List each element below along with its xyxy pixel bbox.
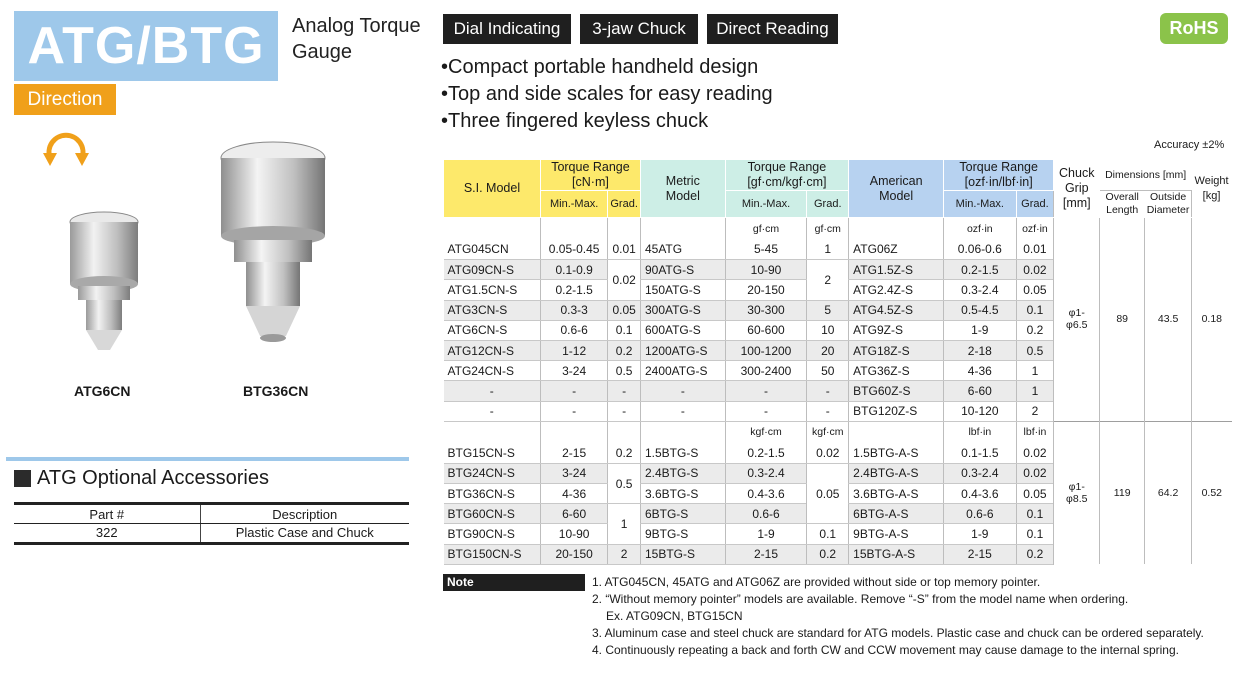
note-item: Ex. ATG09CN, BTG15CN	[606, 609, 743, 623]
metric-grad: 0.1	[807, 524, 849, 544]
notes-list	[592, 574, 1204, 659]
american-range: 6-60	[944, 381, 1016, 401]
si-grad: 0.2	[608, 340, 641, 360]
tag-direct-reading: Direct Reading	[707, 14, 838, 44]
american-grad: 0.02	[1016, 463, 1054, 483]
col-chuck-line3: [mm]	[1062, 196, 1091, 210]
metric-grad: -	[807, 381, 849, 401]
unit-label: lbf·in	[1016, 421, 1054, 443]
subtitle-line-1: Analog Torque	[292, 15, 421, 37]
si-model: ATG3CN-S	[444, 300, 541, 320]
metric-model: 1200ATG-S	[640, 340, 725, 360]
col-outside-line1: Outside	[1150, 191, 1187, 203]
col-si-torque-unit: [cN·m]	[572, 175, 609, 189]
metric-model: -	[640, 381, 725, 401]
si-grad: 0.5	[608, 361, 641, 381]
metric-model: 90ATG-S	[640, 260, 725, 280]
si-range: -	[540, 401, 607, 421]
col-metric-model-line2: Model	[665, 188, 700, 203]
unit-label: gf·cm	[807, 218, 849, 240]
american-range: 0.3-2.4	[944, 280, 1016, 300]
outside-diameter-cell: 43.5	[1145, 218, 1192, 422]
weight-cell: 0.52	[1192, 421, 1232, 564]
note-item: 1. ATG045CN, 45ATG and ATG06Z are provided without side or top memory pointer.	[592, 575, 1041, 589]
american-grad: 0.1	[1016, 300, 1054, 320]
col-overall-line2: Length	[1106, 204, 1139, 216]
col-si-torque-label: Torque Range	[551, 160, 630, 174]
metric-range: 30-300	[725, 300, 807, 320]
american-range: 2-18	[944, 340, 1016, 360]
metric-range: 5-45	[725, 240, 807, 260]
col-dimensions: Dimensions [mm]	[1100, 160, 1192, 191]
feature-item: • Top and side scales for easy reading	[441, 81, 773, 108]
spec-table	[443, 159, 1232, 565]
unit-label: ozf·in	[944, 218, 1016, 240]
metric-model: 150ATG-S	[640, 280, 725, 300]
american-range: 1-9	[944, 320, 1016, 340]
btg36cn-gauge-image	[216, 140, 330, 350]
american-range: 0.3-2.4	[944, 463, 1016, 483]
si-range: -	[540, 381, 607, 401]
american-grad: 0.02	[1016, 260, 1054, 280]
metric-range: 60-600	[725, 320, 807, 340]
metric-range: 1-9	[725, 524, 807, 544]
american-grad: 0.1	[1016, 524, 1054, 544]
overall-length-cell: 119	[1100, 421, 1145, 564]
col-metric-model-line1: Metric	[665, 173, 700, 188]
metric-range: 20-150	[725, 280, 807, 300]
note-item: 4. Continuously repeating a back and forth CW and CCW movement may cause damage to the internal spring.	[592, 643, 1179, 657]
accessory-part: 322	[14, 524, 200, 544]
metric-grad: 20	[807, 340, 849, 360]
si-model: BTG36CN-S	[444, 484, 541, 504]
si-grad: 0.05	[608, 300, 641, 320]
direction-label: Direction	[14, 84, 116, 115]
col-weight-line2: [kg]	[1202, 189, 1221, 202]
metric-grad: 10	[807, 320, 849, 340]
note-item: 3. Aluminum case and steel chuck are standard for ATG models. Plastic case and chuck can be ordered separately.	[592, 626, 1204, 640]
si-model: -	[444, 381, 541, 401]
metric-range: 2-15	[725, 544, 807, 564]
col-american-torque-unit: [ozf·in/lbf·in]	[964, 175, 1033, 189]
american-grad: 1	[1016, 381, 1054, 401]
tag-dial-indicating: Dial Indicating	[443, 14, 571, 44]
page-title: ATG/BTG	[27, 17, 265, 75]
si-range: 20-150	[540, 544, 607, 564]
si-grad: -	[608, 381, 641, 401]
american-range: 0.1-1.5	[944, 443, 1016, 463]
metric-model: 45ATG	[640, 240, 725, 260]
american-grad: 0.1	[1016, 504, 1054, 524]
col-weight	[1192, 160, 1232, 218]
si-grad: 2	[608, 544, 641, 564]
american-grad: 0.2	[1016, 320, 1054, 340]
subtitle-line-2: Gauge	[292, 41, 353, 63]
metric-model: 600ATG-S	[640, 320, 725, 340]
unit-label: gf·cm	[725, 218, 807, 240]
weight-cell: 0.18	[1192, 218, 1232, 422]
american-range: 4-36	[944, 361, 1016, 381]
si-range: 3-24	[540, 463, 607, 483]
accessory-desc: Plastic Case and Chuck	[200, 524, 409, 544]
col-metric-minmax: Min.-Max.	[725, 191, 807, 218]
american-model: 9BTG-A-S	[849, 524, 944, 544]
accessories-col-part: Part #	[14, 504, 200, 524]
si-range: 0.05-0.45	[540, 240, 607, 260]
col-overall-line1: Overall	[1105, 191, 1139, 203]
col-chuck-line2: Grip	[1064, 181, 1089, 195]
si-range: 2-15	[540, 443, 607, 463]
metric-model: 2.4BTG-S	[640, 463, 725, 483]
col-american-minmax: Min.-Max.	[944, 191, 1016, 218]
col-chuck-line1: Chuck	[1059, 166, 1095, 180]
american-range: 0.4-3.6	[944, 484, 1016, 504]
si-grad: 0.01	[608, 240, 641, 260]
section-divider	[6, 457, 409, 461]
metric-model: 2400ATG-S	[640, 361, 725, 381]
col-si-grad: Grad.	[608, 191, 641, 218]
american-model: 1.5BTG-A-S	[849, 443, 944, 463]
american-range: 10-120	[944, 401, 1016, 421]
metric-grad: 0.02	[807, 443, 849, 463]
si-range: 6-60	[540, 504, 607, 524]
col-outside-line2: Diameter	[1146, 204, 1190, 216]
outside-diameter-cell: 64.2	[1145, 421, 1192, 564]
col-american-torque-label: Torque Range	[959, 160, 1038, 174]
metric-model: 3.6BTG-S	[640, 484, 725, 504]
metric-grad: 0.05	[807, 463, 849, 524]
col-si-torque	[540, 160, 640, 191]
si-grad: 0.5	[608, 463, 641, 503]
table-row	[14, 524, 409, 544]
unit-row	[444, 421, 1232, 443]
si-range: 3-24	[540, 361, 607, 381]
american-grad: 0.02	[1016, 443, 1054, 463]
feature-item: • Three fingered keyless chuck	[441, 108, 773, 135]
metric-grad: -	[807, 401, 849, 421]
tag-3-jaw-chuck: 3-jaw Chuck	[580, 14, 698, 44]
col-metric-grad: Grad.	[807, 191, 849, 218]
si-range: 4-36	[540, 484, 607, 504]
si-model: BTG60CN-S	[444, 504, 541, 524]
si-grad: 0.1	[608, 320, 641, 340]
feature-list	[441, 54, 773, 135]
american-model: ATG06Z	[849, 240, 944, 260]
rotation-direction-icon	[40, 126, 92, 170]
si-grad: -	[608, 401, 641, 421]
metric-grad: 5	[807, 300, 849, 320]
col-metric-torque-unit: [gf·cm/kgf·cm]	[747, 175, 827, 189]
american-model: BTG60Z-S	[849, 381, 944, 401]
si-range: 0.2-1.5	[540, 280, 607, 300]
metric-grad: 2	[807, 260, 849, 300]
accessories-col-desc: Description	[200, 504, 409, 524]
american-range: 1-9	[944, 524, 1016, 544]
si-model: BTG15CN-S	[444, 443, 541, 463]
metric-range: 100-1200	[725, 340, 807, 360]
american-grad: 1	[1016, 361, 1054, 381]
american-model: ATG2.4Z-S	[849, 280, 944, 300]
col-metric-torque	[725, 160, 849, 191]
american-range: 2-15	[944, 544, 1016, 564]
accuracy-note: Accuracy ±2%	[1154, 139, 1225, 151]
si-model: ATG12CN-S	[444, 340, 541, 360]
american-grad: 0.01	[1016, 240, 1054, 260]
si-model: ATG09CN-S	[444, 260, 541, 280]
unit-label: kgf·cm	[725, 421, 807, 443]
col-overall-length	[1100, 191, 1145, 218]
american-model: 2.4BTG-A-S	[849, 463, 944, 483]
american-model: ATG18Z-S	[849, 340, 944, 360]
metric-grad: 0.2	[807, 544, 849, 564]
si-model: ATG24CN-S	[444, 361, 541, 381]
unit-label: lbf·in	[944, 421, 1016, 443]
american-model: ATG9Z-S	[849, 320, 944, 340]
metric-model: 15BTG-S	[640, 544, 725, 564]
american-grad: 2	[1016, 401, 1054, 421]
chuck-grip-line2: φ6.5	[1066, 319, 1088, 332]
title-banner	[14, 11, 278, 81]
american-model: BTG120Z-S	[849, 401, 944, 421]
metric-model: 6BTG-S	[640, 504, 725, 524]
overall-length-cell: 89	[1100, 218, 1145, 422]
metric-range: -	[725, 381, 807, 401]
chuck-grip-line1: φ1-	[1068, 481, 1085, 493]
note-label: Note	[443, 574, 585, 591]
accessories-table	[14, 502, 409, 545]
chuck-grip-cell	[1054, 421, 1100, 564]
american-grad: 0.05	[1016, 280, 1054, 300]
btg36cn-label: BTG36CN	[243, 383, 309, 399]
american-model: 6BTG-A-S	[849, 504, 944, 524]
unit-label: kgf·cm	[807, 421, 849, 443]
si-range: 0.3-3	[540, 300, 607, 320]
american-model: ATG1.5Z-S	[849, 260, 944, 280]
col-metric-torque-label: Torque Range	[747, 160, 827, 174]
american-grad: 0.5	[1016, 340, 1054, 360]
metric-model: 300ATG-S	[640, 300, 725, 320]
metric-range: 0.2-1.5	[725, 443, 807, 463]
metric-range: -	[725, 401, 807, 421]
col-american-grad: Grad.	[1016, 191, 1054, 218]
si-model: ATG045CN	[444, 240, 541, 260]
metric-range: 300-2400	[725, 361, 807, 381]
si-grad: 0.02	[608, 260, 641, 300]
metric-model: -	[640, 401, 725, 421]
american-model: 3.6BTG-A-S	[849, 484, 944, 504]
accessories-heading-text: ATG Optional Accessories	[37, 467, 269, 489]
col-american-model-line1: American	[869, 173, 923, 188]
chuck-grip-cell	[1054, 218, 1100, 422]
note-item: 2. “Without memory pointer” models are available. Remove “-S” from the model name when ordering.	[592, 592, 1129, 606]
si-model: ATG6CN-S	[444, 320, 541, 340]
american-model: ATG36Z-S	[849, 361, 944, 381]
col-metric-model	[640, 160, 725, 218]
american-model: ATG4.5Z-S	[849, 300, 944, 320]
american-range: 0.6-6	[944, 504, 1016, 524]
col-outside-diameter	[1145, 191, 1192, 218]
metric-model: 9BTG-S	[640, 524, 725, 544]
si-model: BTG150CN-S	[444, 544, 541, 564]
chuck-grip-line1: φ1-	[1068, 307, 1085, 320]
chuck-grip-line2: φ8.5	[1066, 493, 1088, 505]
si-grad: 0.2	[608, 443, 641, 463]
subtitle	[292, 13, 421, 65]
american-grad: 0.2	[1016, 544, 1054, 564]
si-model: BTG90CN-S	[444, 524, 541, 544]
rohs-badge: RoHS	[1160, 13, 1228, 44]
metric-grad: 50	[807, 361, 849, 381]
col-si-minmax: Min.-Max.	[540, 191, 607, 218]
metric-range: 0.6-6	[725, 504, 807, 524]
si-range: 10-90	[540, 524, 607, 544]
american-range: 0.2-1.5	[944, 260, 1016, 280]
col-american-model-line2: Model	[879, 188, 914, 203]
square-bullet-icon	[14, 470, 31, 487]
col-si-model: S.I. Model	[444, 160, 541, 218]
metric-range: 0.3-2.4	[725, 463, 807, 483]
american-grad: 0.05	[1016, 484, 1054, 504]
atg6cn-gauge-image	[64, 210, 144, 360]
col-weight-line1: Weight	[1194, 174, 1229, 187]
accessories-heading	[14, 467, 269, 490]
american-range: 0.5-4.5	[944, 300, 1016, 320]
unit-row	[444, 218, 1232, 240]
si-model: ATG1.5CN-S	[444, 280, 541, 300]
si-model: -	[444, 401, 541, 421]
unit-label: ozf·in	[1016, 218, 1054, 240]
si-grad: 1	[608, 504, 641, 544]
si-model: BTG24CN-S	[444, 463, 541, 483]
american-model: 15BTG-A-S	[849, 544, 944, 564]
si-range: 0.6-6	[540, 320, 607, 340]
col-american-model	[849, 160, 944, 218]
col-american-torque	[944, 160, 1054, 191]
metric-range: 10-90	[725, 260, 807, 280]
si-range: 0.1-0.9	[540, 260, 607, 280]
feature-item: • Compact portable handheld design	[441, 54, 773, 81]
col-chuck-grip	[1054, 160, 1100, 218]
metric-grad: 1	[807, 240, 849, 260]
metric-model: 1.5BTG-S	[640, 443, 725, 463]
si-range: 1-12	[540, 340, 607, 360]
metric-range: 0.4-3.6	[725, 484, 807, 504]
american-range: 0.06-0.6	[944, 240, 1016, 260]
atg6cn-label: ATG6CN	[74, 383, 131, 399]
